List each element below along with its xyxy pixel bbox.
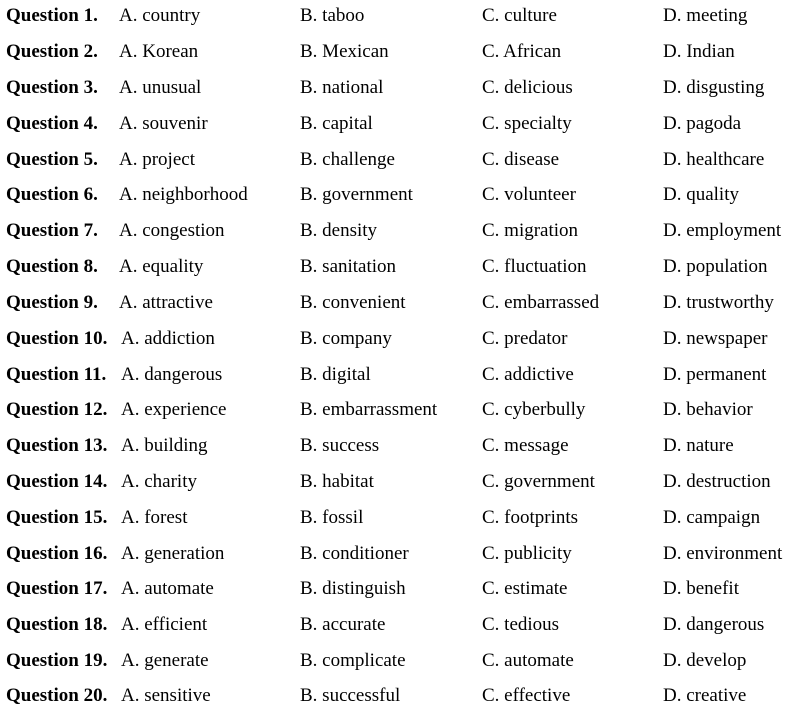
- option-a: A. souvenir: [119, 113, 208, 134]
- question-row: [0, 542, 803, 578]
- option-b: B. fossil: [300, 507, 364, 528]
- option-c: C. addictive: [482, 364, 574, 385]
- question-row: [0, 577, 803, 613]
- question-row: [0, 112, 803, 148]
- option-a: A. efficient: [121, 614, 208, 635]
- option-c: C. footprints: [482, 507, 579, 528]
- question-row: [0, 40, 803, 76]
- option-a: A. generation: [121, 543, 225, 564]
- option-b: B. successful: [300, 685, 401, 706]
- option-b: B. Mexican: [300, 41, 389, 62]
- option-a: A. neighborhood: [119, 184, 248, 205]
- question-row: [0, 4, 803, 40]
- question-label: Question 19.: [6, 650, 108, 671]
- option-a: A. forest: [121, 507, 188, 528]
- option-c: C. volunteer: [482, 184, 576, 205]
- option-a: A. automate: [121, 578, 214, 599]
- option-a: A. congestion: [119, 220, 225, 241]
- option-d: D. benefit: [663, 578, 739, 599]
- option-b: B. taboo: [300, 5, 365, 26]
- question-label: Question 1.: [6, 5, 98, 26]
- question-row: [0, 219, 803, 255]
- question-row: [0, 76, 803, 112]
- option-d: D. develop: [663, 650, 747, 671]
- question-row: [0, 255, 803, 291]
- option-b: B. company: [300, 328, 392, 349]
- option-c: C. disease: [482, 149, 560, 170]
- option-a: A. experience: [121, 399, 227, 420]
- option-b: B. success: [300, 435, 380, 456]
- option-c: C. effective: [482, 685, 571, 706]
- option-b: B. government: [300, 184, 413, 205]
- option-a: A. sensitive: [121, 685, 211, 706]
- question-label: Question 20.: [6, 685, 108, 706]
- option-b: B. sanitation: [300, 256, 397, 277]
- question-label: Question 16.: [6, 543, 108, 564]
- option-c: C. embarrassed: [482, 292, 600, 313]
- option-a: A. equality: [119, 256, 204, 277]
- question-label: Question 12.: [6, 399, 108, 420]
- option-b: B. complicate: [300, 650, 406, 671]
- question-label: Question 3.: [6, 77, 98, 98]
- option-c: C. estimate: [482, 578, 568, 599]
- question-row: [0, 363, 803, 399]
- option-c: C. African: [482, 41, 562, 62]
- question-label: Question 8.: [6, 256, 98, 277]
- question-row: [0, 327, 803, 363]
- option-c: C. migration: [482, 220, 579, 241]
- option-a: A. charity: [121, 471, 197, 492]
- option-b: B. accurate: [300, 614, 386, 635]
- option-b: B. digital: [300, 364, 371, 385]
- option-d: D. behavior: [663, 399, 753, 420]
- option-b: B. challenge: [300, 149, 395, 170]
- option-d: D. permanent: [663, 364, 767, 385]
- option-c: C. tedious: [482, 614, 560, 635]
- question-label: Question 10.: [6, 328, 108, 349]
- option-a: A. addiction: [121, 328, 215, 349]
- option-d: D. environment: [663, 543, 783, 564]
- option-d: D. newspaper: [663, 328, 768, 349]
- question-label: Question 4.: [6, 113, 98, 134]
- option-c: C. publicity: [482, 543, 572, 564]
- option-b: B. distinguish: [300, 578, 406, 599]
- option-b: B. habitat: [300, 471, 374, 492]
- option-c: C. fluctuation: [482, 256, 587, 277]
- option-d: D. Indian: [663, 41, 735, 62]
- question-label: Question 6.: [6, 184, 98, 205]
- option-a: A. project: [119, 149, 195, 170]
- question-label: Question 17.: [6, 578, 108, 599]
- option-d: D. pagoda: [663, 113, 742, 134]
- question-label: Question 11.: [6, 364, 107, 385]
- option-d: D. meeting: [663, 5, 748, 26]
- question-label: Question 5.: [6, 149, 98, 170]
- option-b: B. national: [300, 77, 384, 98]
- option-d: D. nature: [663, 435, 734, 456]
- option-d: D. destruction: [663, 471, 771, 492]
- option-c: C. message: [482, 435, 569, 456]
- question-row: [0, 183, 803, 219]
- option-b: B. capital: [300, 113, 373, 134]
- option-c: C. predator: [482, 328, 568, 349]
- question-row: [0, 684, 803, 720]
- option-a: A. Korean: [119, 41, 199, 62]
- question-label: Question 15.: [6, 507, 108, 528]
- option-b: B. convenient: [300, 292, 406, 313]
- option-a: A. dangerous: [121, 364, 223, 385]
- option-d: D. population: [663, 256, 768, 277]
- option-c: C. specialty: [482, 113, 572, 134]
- option-c: C. cyberbully: [482, 399, 586, 420]
- option-a: A. unusual: [119, 77, 202, 98]
- question-row: [0, 434, 803, 470]
- option-b: B. density: [300, 220, 378, 241]
- question-label: Question 13.: [6, 435, 108, 456]
- option-d: D. healthcare: [663, 149, 765, 170]
- option-d: D. campaign: [663, 507, 761, 528]
- option-c: C. culture: [482, 5, 557, 26]
- option-b: B. conditioner: [300, 543, 409, 564]
- option-d: D. employment: [663, 220, 782, 241]
- option-a: A. generate: [121, 650, 209, 671]
- question-label: Question 7.: [6, 220, 98, 241]
- option-d: D. quality: [663, 184, 739, 205]
- option-a: A. attractive: [119, 292, 213, 313]
- question-row: [0, 506, 803, 542]
- option-a: A. building: [121, 435, 208, 456]
- option-b: B. embarrassment: [300, 399, 438, 420]
- option-d: D. trustworthy: [663, 292, 774, 313]
- question-label: Question 9.: [6, 292, 98, 313]
- option-c: C. government: [482, 471, 595, 492]
- option-a: A. country: [119, 5, 201, 26]
- question-row: [0, 613, 803, 649]
- option-d: D. dangerous: [663, 614, 765, 635]
- question-row: [0, 470, 803, 506]
- question-row: [0, 649, 803, 685]
- option-d: D. creative: [663, 685, 747, 706]
- option-d: D. disgusting: [663, 77, 765, 98]
- question-row: [0, 291, 803, 327]
- option-c: C. automate: [482, 650, 574, 671]
- question-label: Question 14.: [6, 471, 108, 492]
- option-c: C. delicious: [482, 77, 573, 98]
- question-label: Question 18.: [6, 614, 108, 635]
- question-row: [0, 148, 803, 184]
- question-label: Question 2.: [6, 41, 98, 62]
- question-row: [0, 398, 803, 434]
